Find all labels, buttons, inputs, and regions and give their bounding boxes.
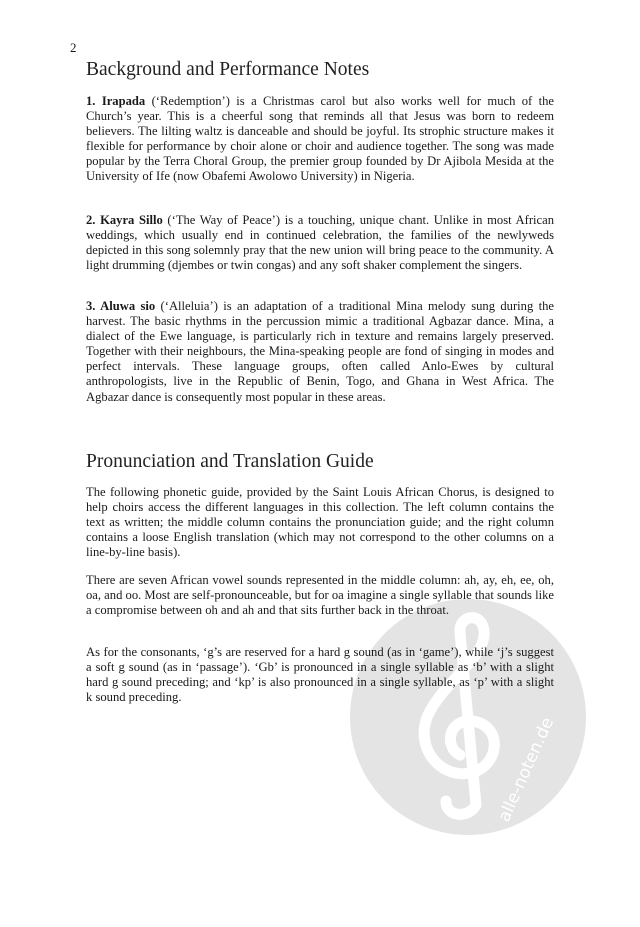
- paragraph-body: (‘Alleluia’) is an adaptation of a traditional Mina melody sung during the harvest. The basic rhythms in the percussion mimic a traditional Agbazar dance. Mina, a dialect of the Ewe language, is particularly rich in texture and remains largely preserved. Together with their neighbours, the Mina-speaking people are fond of singing in modes and perfect intervals. These language groups, often called Anlo-Ewes by cultural anthropologists, live in the Republic of Benin, Togo, and Ghana in West Africa. The Agbazar dance is consequently most popular in these areas.: [86, 299, 554, 404]
- paragraph-lead: 2. Kayra Sillo: [86, 213, 163, 227]
- paragraph-consonants: As for the consonants, ‘g’s are reserved for a hard g sound (as in ‘game’), while ‘j’s suggest a soft g sound (as in ‘passage’). ‘Gb’ is pronounced in a single syllable as ‘b’ with a slight hard g sound preceding; and ‘kp’ is also pronounced in a single syllable, as ‘p’ with a slight k sound preceding.: [86, 645, 554, 705]
- paragraph-phonetic-guide: The following phonetic guide, provided by the Saint Louis African Chorus, is designed to help choirs access the different languages in this collection. The left column contains the text as written; the middle column contains the pronunciation guide; and the right column contains a loose English translation (which may not correspond to the other columns on a line-by-line basis).: [86, 485, 554, 560]
- paragraph-lead: 1. Irapada: [86, 94, 146, 108]
- heading-pronunciation-guide: Pronunciation and Translation Guide: [86, 451, 374, 472]
- paragraph-vowels: There are seven African vowel sounds represented in the middle column: ah, ay, eh, ee, oh, oa, and oo. Most are self-pronounceable, but for oa imagine a single syllable that sounds like a compromise between oh and ah and that sits further back in the throat.: [86, 573, 554, 618]
- paragraph-body: (‘The Way of Peace’) is a touching, unique chant. Unlike in most African weddings, which usually end in continued celebration, the families of the newlyweds depicted in this song solemnly pray that the new union will bring peace to the community. A light drumming (djembes or twin congas) and any soft shaker complement the singers.: [86, 213, 554, 273]
- paragraph-body: (‘Redemption’) is a Christmas carol but also works well for much of the Church’s year. This is a cheerful song that reminds all that Jesus was born to redeem believers. The lilting waltz is danceable and should be joyful. Its strophic structure makes it flexible for performance by choir alone or choir and audience together. The song was made popular by the Terra Choral Group, the premier group founded by Dr Ajibola Mesida at the University of Ife (now Obafemi Awolowo University) in Nigeria.: [86, 94, 555, 184]
- paragraph-irapada: [86, 94, 554, 185]
- page-number: 2: [70, 40, 77, 55]
- paragraph-lead: 3. Aluwa sio: [86, 299, 156, 313]
- treble-clef-watermark: [348, 597, 588, 837]
- heading-background-notes: Background and Performance Notes: [86, 59, 370, 80]
- paragraph-aluwa-sio: [86, 299, 554, 405]
- watermark-text: alle-noten.de: [494, 714, 559, 826]
- paragraph-kayra-sillo: [86, 213, 554, 273]
